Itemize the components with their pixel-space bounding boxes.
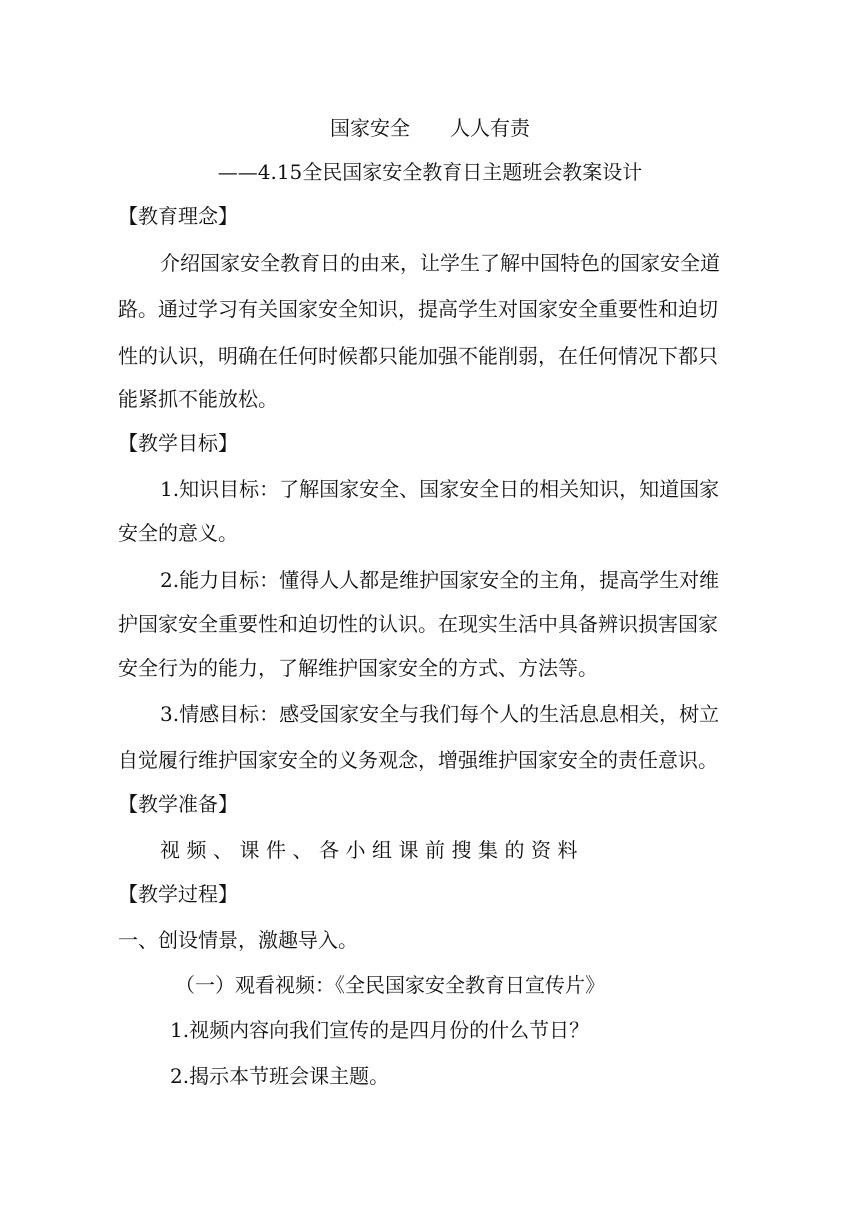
- process-sub-1: （一）观看视频：《全民国家安全教育日宣传片》: [175, 973, 605, 997]
- goals-line-7: 自觉履行维护国家安全的义务观念，增强维护国家安全的责任意识。: [118, 748, 718, 772]
- process-question-1: 1.视频内容向我们宣传的是四月份的什么节日？: [170, 1018, 590, 1042]
- document-subtitle: ——4.15全民国家安全教育日主题班会教案设计: [217, 160, 643, 184]
- goals-line-6: 3.情感目标：感受国家安全与我们每个人的生活息息相关，树立: [160, 702, 720, 726]
- section-heading-philosophy: 【教育理念】: [118, 204, 238, 228]
- philosophy-line-2: 路。通过学习有关国家安全知识，提高学生对国家安全重要性和迫切: [118, 297, 718, 321]
- process-question-2: 2.揭示本节班会课主题。: [170, 1064, 390, 1088]
- section-heading-preparation: 【教学准备】: [118, 792, 238, 816]
- goals-line-2: 安全的意义。: [118, 521, 238, 545]
- goals-line-3: 2.能力目标：懂得人人都是维护国家安全的主角，提高学生对维: [160, 568, 720, 592]
- section-heading-goals: 【教学目标】: [118, 431, 238, 455]
- preparation-text: 视频、课件、各小组课前搜集的资料: [160, 838, 584, 862]
- goals-line-5: 安全行为的能力，了解维护国家安全的方式、方法等。: [118, 656, 598, 680]
- philosophy-line-1: 介绍国家安全教育日的由来，让学生了解中国特色的国家安全道: [160, 251, 720, 275]
- process-step-1: 一、创设情景，激趣导入。: [118, 928, 358, 952]
- philosophy-line-3: 性的认识，明确在任何时候都只能加强不能削弱，在任何情况下都只: [118, 344, 718, 368]
- section-heading-process: 【教学过程】: [118, 882, 238, 906]
- philosophy-line-4: 能紧抓不能放松。: [118, 387, 278, 411]
- goals-line-4: 护国家安全重要性和迫切性的认识。在现实生活中具备辨识损害国家: [118, 612, 718, 636]
- document-title: 国家安全 人人有责: [330, 116, 530, 140]
- goals-line-1: 1.知识目标：了解国家安全、国家安全日的相关知识，知道国家: [160, 477, 720, 501]
